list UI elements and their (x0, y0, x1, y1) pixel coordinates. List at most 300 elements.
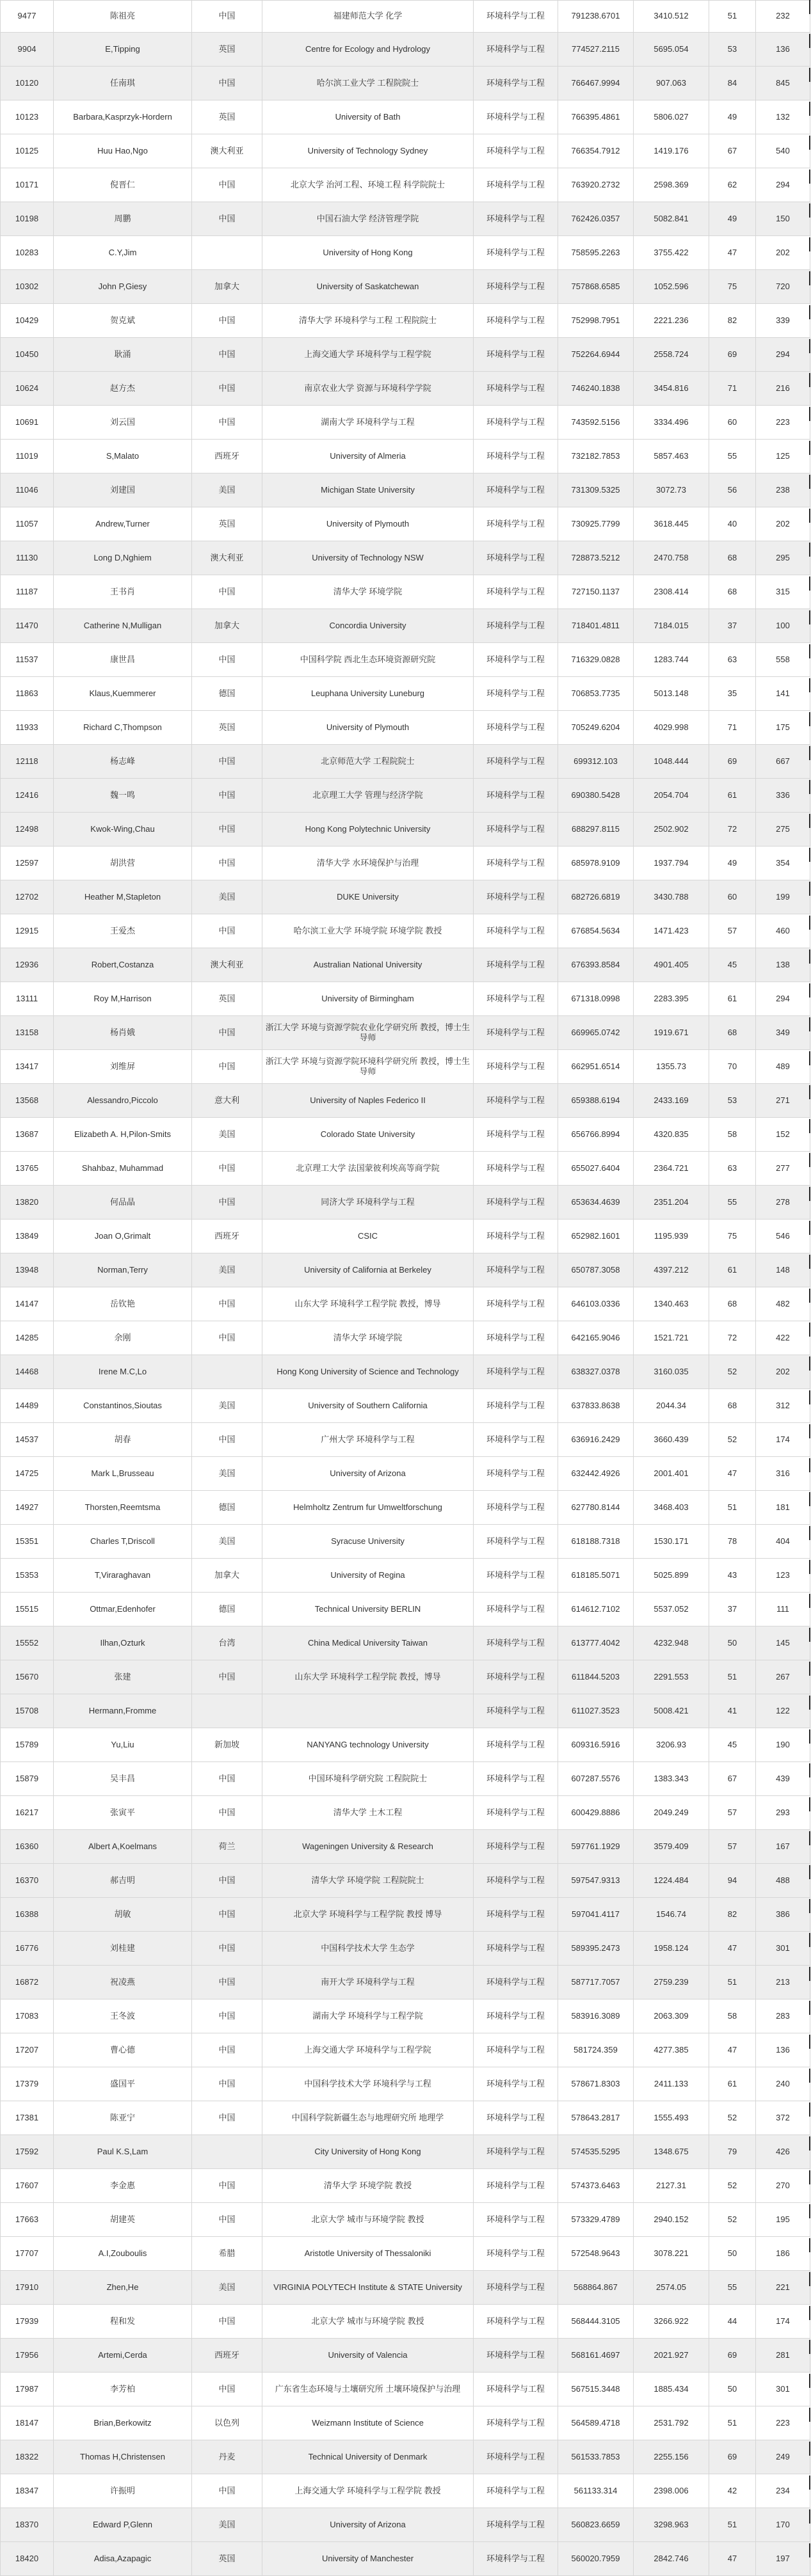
cell-metric-1: 614612.7102 (558, 1593, 634, 1626)
cell-metric-1: 758595.2263 (558, 236, 634, 270)
cell-institution: Michigan State University (262, 473, 474, 507)
cell-metric-2: 3078.221 (634, 2237, 709, 2271)
table-row (0, 2271, 811, 2305)
cell-metric-3: 68 (709, 1016, 756, 1050)
cell-name: 周鹏 (54, 202, 192, 236)
cell-metric-2: 3298.963 (634, 2508, 709, 2542)
cell-id: 14489 (0, 1389, 54, 1423)
cell-metric-1: 655027.6404 (558, 1152, 634, 1186)
cell-country: 德国 (192, 1593, 262, 1626)
cell-metric-3: 82 (709, 1898, 756, 1932)
cell-metric-4: 295 (756, 541, 810, 575)
cell-metric-4: 277 (756, 1152, 810, 1186)
cell-name: 岳钦艳 (54, 1287, 192, 1321)
cell-id: 12597 (0, 847, 54, 880)
cell-metric-3: 51 (709, 1966, 756, 2000)
cell-name: 许振明 (54, 2474, 192, 2508)
table-row (0, 2067, 811, 2101)
cell-metric-2: 1048.444 (634, 745, 709, 779)
cell-field-tag: 环境科学与工程 (474, 2271, 558, 2305)
cell-metric-4: 199 (756, 880, 810, 914)
cell-metric-1: 589395.2473 (558, 1932, 634, 1966)
table-row (0, 1084, 811, 1118)
cell-metric-4: 170 (756, 2508, 810, 2542)
cell-country: 西班牙 (192, 440, 262, 473)
cell-field-tag: 环境科学与工程 (474, 643, 558, 677)
cell-institution: Concordia University (262, 609, 474, 643)
cell-metric-2: 2308.414 (634, 575, 709, 609)
cell-name: Paul K.S,Lam (54, 2135, 192, 2169)
cell-metric-4: 294 (756, 168, 810, 202)
cell-institution: 清华大学 土木工程 (262, 1796, 474, 1830)
cell-metric-2: 5695.054 (634, 33, 709, 67)
cell-metric-1: 568444.3105 (558, 2305, 634, 2339)
table-row (0, 880, 811, 914)
cell-metric-4: 181 (756, 1491, 810, 1525)
cell-metric-4: 312 (756, 1389, 810, 1423)
cell-id: 18420 (0, 2542, 54, 2576)
cell-metric-4: 216 (756, 372, 810, 406)
cell-country: 意大利 (192, 1084, 262, 1118)
table-row (0, 338, 811, 372)
cell-metric-3: 60 (709, 880, 756, 914)
cell-metric-2: 3410.512 (634, 1, 709, 33)
cell-institution: Wageningen University & Research (262, 1830, 474, 1864)
cell-field-tag: 环境科学与工程 (474, 2542, 558, 2576)
cell-metric-3: 70 (709, 1050, 756, 1084)
cell-metric-3: 61 (709, 2067, 756, 2101)
cell-metric-2: 5013.148 (634, 677, 709, 711)
table-row (0, 1593, 811, 1626)
cell-country (192, 2135, 262, 2169)
cell-metric-1: 746240.1838 (558, 372, 634, 406)
cell-field-tag: 环境科学与工程 (474, 1593, 558, 1626)
cell-id: 10691 (0, 406, 54, 440)
cell-metric-4: 270 (756, 2169, 810, 2203)
cell-metric-1: 561133.314 (558, 2474, 634, 2508)
cell-name: Robert,Costanza (54, 948, 192, 982)
cell-metric-4: 301 (756, 1932, 810, 1966)
cell-institution: 南京农业大学 资源与环境科学学院 (262, 372, 474, 406)
cell-metric-1: 662951.6514 (558, 1050, 634, 1084)
cell-id: 16872 (0, 1966, 54, 2000)
cell-country: 中国 (192, 1898, 262, 1932)
cell-institution: 北京大学 城市与环境学院 教授 (262, 2203, 474, 2237)
cell-field-tag: 环境科学与工程 (474, 2000, 558, 2033)
cell-country: 中国 (192, 304, 262, 338)
cell-metric-1: 632442.4926 (558, 1457, 634, 1491)
cell-metric-1: 766395.4861 (558, 100, 634, 134)
cell-institution: 浙江大学 环境与资源学院环境科学研究所 教授，博士生导师 (262, 1050, 474, 1084)
cell-metric-3: 47 (709, 1457, 756, 1491)
cell-metric-1: 618185.5071 (558, 1559, 634, 1593)
cell-metric-4: 141 (756, 677, 810, 711)
cell-institution (262, 1694, 474, 1728)
table-row (0, 1287, 811, 1321)
cell-metric-4: 213 (756, 1966, 810, 2000)
cell-metric-2: 1530.171 (634, 1525, 709, 1559)
cell-metric-4: 190 (756, 1728, 810, 1762)
cell-metric-2: 1283.744 (634, 643, 709, 677)
table-row (0, 372, 811, 406)
cell-metric-3: 63 (709, 1152, 756, 1186)
cell-metric-1: 561533.7853 (558, 2440, 634, 2474)
cell-metric-1: 613777.4042 (558, 1626, 634, 1660)
cell-metric-1: 587717.7057 (558, 1966, 634, 2000)
cell-institution: Helmholtz Zentrum fur Umweltforschung (262, 1491, 474, 1525)
cell-metric-2: 3430.788 (634, 880, 709, 914)
cell-country: 中国 (192, 338, 262, 372)
cell-name: 康世昌 (54, 643, 192, 677)
cell-country: 美国 (192, 1253, 262, 1287)
cell-institution: 山东大学 环境科学工程学院 教授，博导 (262, 1287, 474, 1321)
cell-id: 13765 (0, 1152, 54, 1186)
cell-metric-2: 1052.596 (634, 270, 709, 304)
table-row (0, 507, 811, 541)
cell-country: 中国 (192, 1, 262, 33)
cell-institution: 湖南大学 环境科学与工程 (262, 406, 474, 440)
cell-country: 中国 (192, 1050, 262, 1084)
cell-metric-3: 72 (709, 813, 756, 847)
cell-metric-3: 75 (709, 1220, 756, 1253)
cell-id: 10120 (0, 67, 54, 100)
cell-metric-2: 2127.31 (634, 2169, 709, 2203)
cell-institution: University of Almeria (262, 440, 474, 473)
cell-country: 德国 (192, 677, 262, 711)
cell-institution: University of California at Berkeley (262, 1253, 474, 1287)
cell-metric-4: 221 (756, 2271, 810, 2305)
cell-country: 中国 (192, 2169, 262, 2203)
cell-id: 11933 (0, 711, 54, 745)
cell-country: 德国 (192, 1491, 262, 1525)
cell-metric-4: 223 (756, 2406, 810, 2440)
cell-country: 中国 (192, 779, 262, 813)
cell-metric-1: 656766.8994 (558, 1118, 634, 1152)
cell-institution: 上海交通大学 环境科学与工程学院 (262, 338, 474, 372)
cell-metric-1: 560823.6659 (558, 2508, 634, 2542)
cell-id: 14927 (0, 1491, 54, 1525)
cell-metric-4: 152 (756, 1118, 810, 1152)
cell-metric-2: 5025.899 (634, 1559, 709, 1593)
cell-country: 澳大利亚 (192, 541, 262, 575)
cell-metric-1: 705249.6204 (558, 711, 634, 745)
cell-metric-1: 578643.2817 (558, 2101, 634, 2135)
cell-metric-4: 138 (756, 948, 810, 982)
cell-metric-2: 5082.841 (634, 202, 709, 236)
cell-metric-1: 560020.7959 (558, 2542, 634, 2576)
cell-name: Ottmar,Edenhofer (54, 1593, 192, 1626)
table-row (0, 236, 811, 270)
cell-country (192, 236, 262, 270)
cell-name: 杨肖娥 (54, 1016, 192, 1050)
table-row (0, 847, 811, 880)
cell-field-tag: 环境科学与工程 (474, 541, 558, 575)
cell-metric-3: 58 (709, 1118, 756, 1152)
cell-metric-3: 43 (709, 1559, 756, 1593)
cell-metric-3: 45 (709, 1728, 756, 1762)
cell-institution: NANYANG technology University (262, 1728, 474, 1762)
cell-field-tag: 环境科学与工程 (474, 1559, 558, 1593)
cell-country: 中国 (192, 914, 262, 948)
cell-country: 中国 (192, 1762, 262, 1796)
cell-metric-3: 55 (709, 2271, 756, 2305)
cell-metric-1: 728873.5212 (558, 541, 634, 575)
cell-metric-4: 293 (756, 1796, 810, 1830)
cell-name: Constantinos,Sioutas (54, 1389, 192, 1423)
cell-metric-1: 730925.7799 (558, 507, 634, 541)
cell-country: 中国 (192, 2033, 262, 2067)
cell-metric-3: 52 (709, 2169, 756, 2203)
cell-name: Richard C,Thompson (54, 711, 192, 745)
cell-field-tag: 环境科学与工程 (474, 134, 558, 168)
cell-metric-2: 4397.212 (634, 1253, 709, 1287)
cell-field-tag: 环境科学与工程 (474, 1389, 558, 1423)
cell-metric-2: 3755.422 (634, 236, 709, 270)
table-row (0, 2474, 811, 2508)
cell-field-tag: 环境科学与工程 (474, 2101, 558, 2135)
cell-country: 中国 (192, 406, 262, 440)
cell-country: 英国 (192, 507, 262, 541)
cell-name: Long D,Nghiem (54, 541, 192, 575)
cell-metric-1: 716329.0828 (558, 643, 634, 677)
table-row (0, 1898, 811, 1932)
cell-id: 18370 (0, 2508, 54, 2542)
cell-id: 11187 (0, 575, 54, 609)
cell-id: 14725 (0, 1457, 54, 1491)
cell-field-tag: 环境科学与工程 (474, 1016, 558, 1050)
cell-metric-2: 5537.052 (634, 1593, 709, 1626)
table-row (0, 2305, 811, 2339)
cell-id: 12936 (0, 948, 54, 982)
cell-institution: 上海交通大学 环境科学与工程学院 教授 (262, 2474, 474, 2508)
cell-institution: 中国石油大学 经济管理学院 (262, 202, 474, 236)
cell-id: 13948 (0, 1253, 54, 1287)
cell-metric-2: 2049.249 (634, 1796, 709, 1830)
cell-institution: 清华大学 环境学院 教授 (262, 2169, 474, 2203)
table-row (0, 1152, 811, 1186)
cell-metric-2: 3579.409 (634, 1830, 709, 1864)
cell-id: 12118 (0, 745, 54, 779)
cell-institution: 哈尔滨工业大学 工程院院士 (262, 67, 474, 100)
cell-metric-3: 82 (709, 304, 756, 338)
cell-id: 16360 (0, 1830, 54, 1864)
cell-metric-3: 55 (709, 1186, 756, 1220)
cell-field-tag: 环境科学与工程 (474, 33, 558, 67)
cell-metric-4: 336 (756, 779, 810, 813)
cell-metric-2: 2433.169 (634, 1084, 709, 1118)
cell-institution: University of Technology Sydney (262, 134, 474, 168)
table-row (0, 2237, 811, 2271)
cell-metric-2: 2398.006 (634, 2474, 709, 2508)
cell-institution: Centre for Ecology and Hydrology (262, 33, 474, 67)
cell-metric-3: 75 (709, 270, 756, 304)
cell-metric-2: 2351.204 (634, 1186, 709, 1220)
cell-institution: University of Valencia (262, 2339, 474, 2373)
cell-metric-3: 35 (709, 677, 756, 711)
table-row (0, 2542, 811, 2576)
table-row (0, 2406, 811, 2440)
cell-id: 10429 (0, 304, 54, 338)
cell-metric-2: 2283.395 (634, 982, 709, 1016)
cell-metric-1: 676393.8584 (558, 948, 634, 982)
cell-metric-2: 3660.439 (634, 1423, 709, 1457)
cell-metric-3: 49 (709, 100, 756, 134)
cell-country: 西班牙 (192, 2339, 262, 2373)
cell-metric-3: 72 (709, 1321, 756, 1355)
cell-metric-2: 2598.369 (634, 168, 709, 202)
cell-name: Albert A,Koelmans (54, 1830, 192, 1864)
cell-id: 15351 (0, 1525, 54, 1559)
cell-metric-2: 907.063 (634, 67, 709, 100)
cell-id: 12702 (0, 880, 54, 914)
cell-field-tag: 环境科学与工程 (474, 1830, 558, 1864)
cell-id: 15353 (0, 1559, 54, 1593)
cell-country: 中国 (192, 745, 262, 779)
cell-country: 美国 (192, 1118, 262, 1152)
cell-metric-4: 558 (756, 643, 810, 677)
cell-metric-3: 84 (709, 67, 756, 100)
cell-metric-1: 727150.1137 (558, 575, 634, 609)
cell-institution: Aristotle University of Thessaloniki (262, 2237, 474, 2271)
cell-metric-1: 564589.4718 (558, 2406, 634, 2440)
cell-metric-2: 3618.445 (634, 507, 709, 541)
cell-metric-1: 718401.4811 (558, 609, 634, 643)
cell-institution: 清华大学 环境学院 工程院院士 (262, 1864, 474, 1898)
table-row (0, 33, 811, 67)
cell-country: 中国 (192, 2000, 262, 2033)
table-row (0, 1796, 811, 1830)
table-row (0, 1457, 811, 1491)
table-row (0, 609, 811, 643)
cell-metric-1: 578671.8303 (558, 2067, 634, 2101)
cell-field-tag: 环境科学与工程 (474, 2237, 558, 2271)
cell-metric-2: 1958.124 (634, 1932, 709, 1966)
cell-metric-1: 581724.359 (558, 2033, 634, 2067)
cell-id: 13417 (0, 1050, 54, 1084)
cell-field-tag: 环境科学与工程 (474, 1084, 558, 1118)
cell-country: 美国 (192, 473, 262, 507)
cell-name: Elizabeth A. H,Pilon-Smits (54, 1118, 192, 1152)
cell-field-tag: 环境科学与工程 (474, 2169, 558, 2203)
cell-metric-2: 1546.74 (634, 1898, 709, 1932)
cell-field-tag: 环境科学与工程 (474, 270, 558, 304)
cell-field-tag: 环境科学与工程 (474, 406, 558, 440)
cell-metric-3: 71 (709, 711, 756, 745)
table-row (0, 1966, 811, 2000)
cell-id: 10171 (0, 168, 54, 202)
cell-metric-4: 667 (756, 745, 810, 779)
cell-id: 14147 (0, 1287, 54, 1321)
cell-country: 中国 (192, 202, 262, 236)
cell-institution: 哈尔滨工业大学 环境学院 环境学院 教授 (262, 914, 474, 948)
cell-metric-3: 47 (709, 2542, 756, 2576)
cell-metric-3: 37 (709, 609, 756, 643)
cell-metric-3: 61 (709, 1253, 756, 1287)
cell-metric-4: 386 (756, 1898, 810, 1932)
cell-metric-4: 482 (756, 1287, 810, 1321)
cell-metric-4: 197 (756, 2542, 810, 2576)
cell-metric-2: 1348.675 (634, 2135, 709, 2169)
cell-metric-3: 57 (709, 914, 756, 948)
cell-institution: University of Southern California (262, 1389, 474, 1423)
cell-country: 加拿大 (192, 1559, 262, 1593)
cell-metric-2: 2063.309 (634, 2000, 709, 2033)
cell-id: 10450 (0, 338, 54, 372)
cell-metric-2: 2502.902 (634, 813, 709, 847)
cell-country: 荷兰 (192, 1830, 262, 1864)
cell-metric-3: 42 (709, 2474, 756, 2508)
cell-id: 17207 (0, 2033, 54, 2067)
cell-name: Edward P,Glenn (54, 2508, 192, 2542)
cell-field-tag: 环境科学与工程 (474, 440, 558, 473)
cell-id: 17381 (0, 2101, 54, 2135)
cell-institution: 浙江大学 环境与资源学院农业化学研究所 教授，博士生导师 (262, 1016, 474, 1050)
cell-metric-2: 1195.939 (634, 1220, 709, 1253)
cell-name: 祝凌燕 (54, 1966, 192, 2000)
cell-country: 中国 (192, 1864, 262, 1898)
cell-metric-1: 774527.2115 (558, 33, 634, 67)
cell-metric-1: 568161.4697 (558, 2339, 634, 2373)
cell-id: 14537 (0, 1423, 54, 1457)
cell-institution: 中国科学技术大学 生态学 (262, 1932, 474, 1966)
cell-id: 17592 (0, 2135, 54, 2169)
cell-institution: DUKE University (262, 880, 474, 914)
cell-institution: 广东省生态环境与土壤研究所 土壤环境保护与治理 (262, 2373, 474, 2406)
cell-field-tag: 环境科学与工程 (474, 609, 558, 643)
cell-id: 11019 (0, 440, 54, 473)
cell-country: 中国 (192, 1423, 262, 1457)
cell-metric-4: 223 (756, 406, 810, 440)
cell-metric-1: 611027.3523 (558, 1694, 634, 1728)
cell-id: 16388 (0, 1898, 54, 1932)
cell-field-tag: 环境科学与工程 (474, 2373, 558, 2406)
cell-name: T,Viraraghavan (54, 1559, 192, 1593)
cell-name: John P,Giesy (54, 270, 192, 304)
cell-metric-2: 3454.816 (634, 372, 709, 406)
cell-name: Barbara,Kasprzyk-Hordern (54, 100, 192, 134)
cell-id: 10198 (0, 202, 54, 236)
table-row (0, 2000, 811, 2033)
cell-metric-4: 122 (756, 1694, 810, 1728)
cell-metric-2: 3334.496 (634, 406, 709, 440)
cell-id: 10624 (0, 372, 54, 406)
table-row (0, 1423, 811, 1457)
cell-country: 中国 (192, 1016, 262, 1050)
cell-metric-4: 546 (756, 1220, 810, 1253)
cell-institution: 清华大学 环境学院 (262, 1321, 474, 1355)
cell-field-tag: 环境科学与工程 (474, 1525, 558, 1559)
cell-metric-3: 69 (709, 2339, 756, 2373)
cell-name: 倪晋仁 (54, 168, 192, 202)
cell-field-tag: 环境科学与工程 (474, 2440, 558, 2474)
cell-country (192, 1694, 262, 1728)
cell-name: 李芳柏 (54, 2373, 192, 2406)
cell-country: 中国 (192, 2373, 262, 2406)
cell-name: 李金惠 (54, 2169, 192, 2203)
cell-field-tag: 环境科学与工程 (474, 847, 558, 880)
cell-field-tag: 环境科学与工程 (474, 2508, 558, 2542)
cell-metric-4: 540 (756, 134, 810, 168)
cell-metric-2: 2574.05 (634, 2271, 709, 2305)
table-row (0, 1016, 811, 1050)
cell-name: 王冬波 (54, 2000, 192, 2033)
cell-field-tag: 环境科学与工程 (474, 880, 558, 914)
cell-field-tag: 环境科学与工程 (474, 2339, 558, 2373)
cell-field-tag: 环境科学与工程 (474, 914, 558, 948)
cell-institution: Hong Kong University of Science and Technology (262, 1355, 474, 1389)
cell-country: 美国 (192, 2508, 262, 2542)
cell-id: 12915 (0, 914, 54, 948)
